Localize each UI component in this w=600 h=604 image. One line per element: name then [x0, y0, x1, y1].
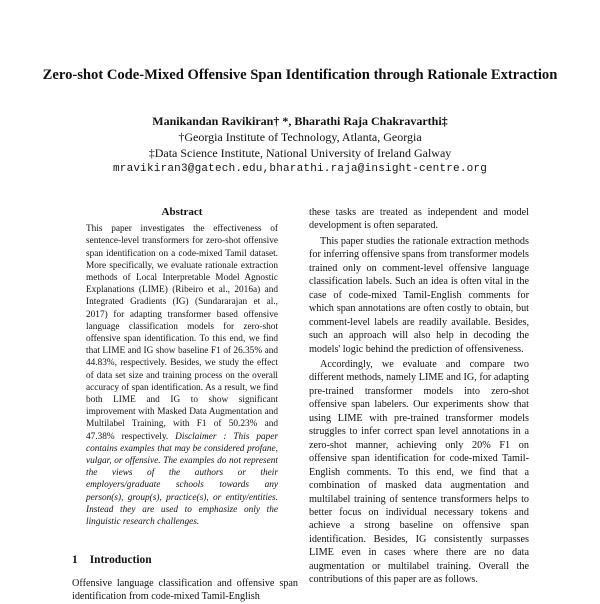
intro-paragraph-1: Offensive language classification and offensive span identification from code-mixed Tamil-English — [72, 578, 298, 603]
abstract-text — [86, 223, 278, 528]
author-block — [40, 113, 560, 177]
right-paragraph-2: This paper studies the rationale extraction methods for inferring offensive spans from transformer models trained only on comment-level offensive language classification labels. Such an idea is often vital in the case of code-mixed Tamil-English comments for which span annotations are often costly to obtain, but comment-level labels are readily available. Besides, such an approach will also help in decoding the models' logic behind the prediction of offensiveness. — [309, 235, 529, 355]
abstract-body: This paper investigates the effectiveness of sentence-level transformers for zero-shot offensive span identification on a code-mixed Tamil dataset. More specifically, we evaluate rationale extraction methods of Local Interpretable Model Agnostic Explanations (LIME) (Ribeiro et al., 2016a) and Integrated Gradients (IG) (Sundararajan et al., 2017) for adapting transformer based offensive language classification models for zero-shot offensive span identification. To this end, we find that LIME and IG show baseline F1 of 26.35% and 44.83%, respectively. Besides, we study the effect of data set size and training process on the overall accuracy of span identification. As a result, we find both LIME and IG to show significant improvement with Masked Data Augmentation and Multilabel Training, with F1 of 50.23% and 47.38% respectively. — [86, 224, 278, 442]
author-names: Manikandan Ravikiran† *, Bharathi Raja Chakravarthi‡ — [152, 114, 448, 128]
right-paragraph-3: Accordingly, we evaluate and compare two different methods, namely LIME and IG, for adapting pre-trained transformer models into zero-shot offensive span labelers. Our experiments show that using LIME with pre-trained transformer models struggles to infer correct span level annotations in a zero-shot manner, achieving only 20% F1 on offensive span identification for code-mixed Tamil-English comments. To this end, we find that a combination of masked data augmentation and multilabel training of sentence transformers helps to better focus on individual necessary tokens and achieve a strong baseline on offensive span identification. Besides, IG consistently surpasses LIME even in cases where there are no data augmentation or multilabel training. Overall the contributions of this paper are as follows. — [309, 358, 529, 586]
right-paragraph-1: these tasks are treated as independent and model development is often separated. — [309, 207, 529, 232]
affiliation-georgia-tech: †Georgia Institute of Technology, Atlanta, Georgia — [178, 130, 422, 144]
section-heading-introduction — [72, 554, 298, 566]
section-title: Introduction — [89, 554, 152, 566]
abstract-heading: Abstract — [161, 206, 203, 218]
affiliation-nui-galway: ‡Data Science Institute, National University of Ireland Galway — [148, 146, 452, 160]
right-column-text — [309, 206, 529, 589]
paper-title: Zero-shot Code-Mixed Offensive Span Identification through Rationale Extraction — [42, 67, 558, 83]
author-emails: mravikiran3@gatech.edu,bharathi.raja@insight-centre.org — [112, 163, 488, 175]
abstract-disclaimer: Disclaimer : This paper contains examples that may be considered profane, vulgar, or offensive. The examples do not represent the views of the authors or their employers/graduate schools towards any person(s), group(s), practice(s), or entity/entities. Instead they are used to emphasize only the linguistic research challenges. — [86, 431, 279, 528]
section-number: 1 — [72, 554, 78, 566]
abstract-section — [86, 206, 278, 528]
